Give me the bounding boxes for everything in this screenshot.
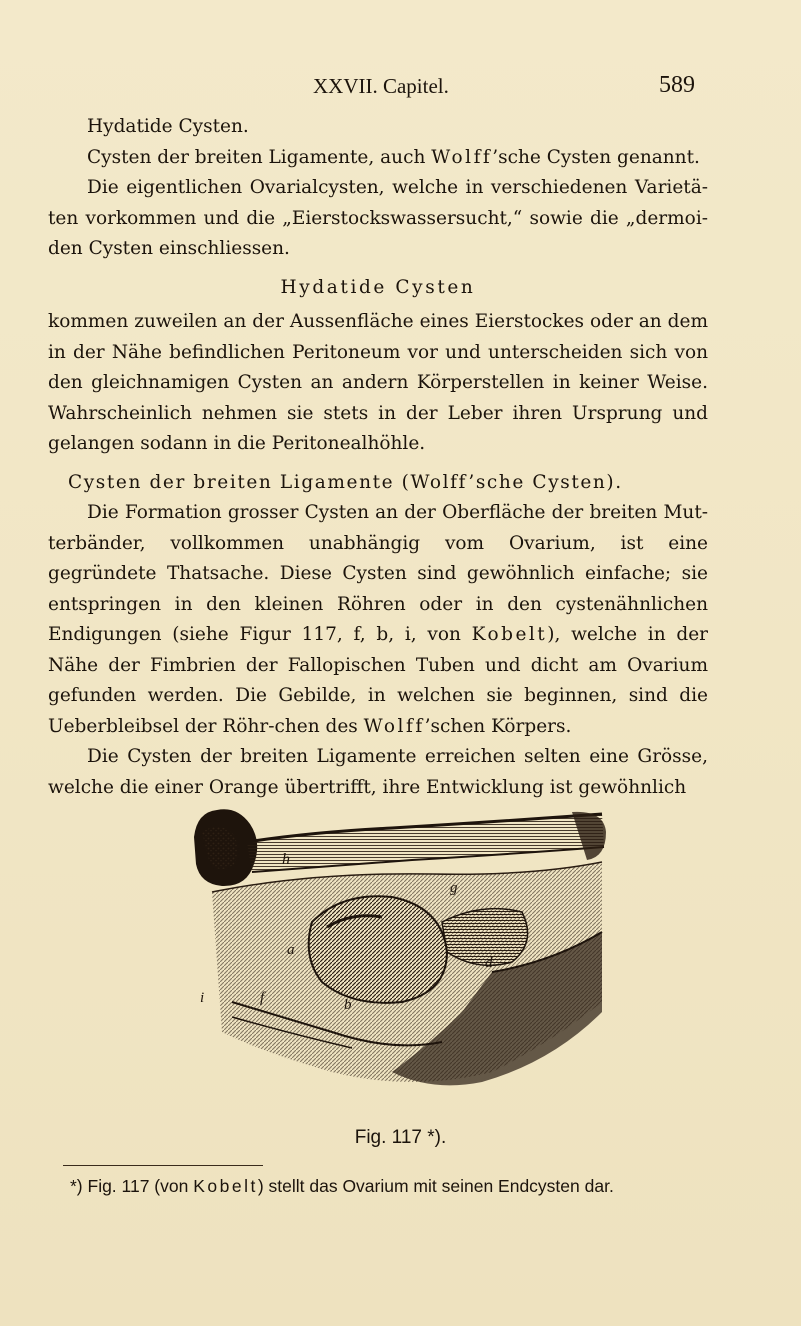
- list-item-ovarial: [48, 173, 708, 265]
- section-paragraph: kommen zuweilen an der Aussenfläche eines Eierstockes oder an dem in der Nähe befindlichen Peritoneum vor und unterscheiden sich von den gleichnamigen Cysten an andern Körperstellen in keiner Weise. Wahrscheinlich nehmen sie stets in der Leber ihren Ursprung und gelangen sodann in die Peritonealhöhle.: [48, 311, 708, 454]
- list-item-hydatide: [48, 112, 708, 143]
- chapter-title: XXVII. Capitel.: [313, 74, 449, 98]
- section-heading: Cysten der breiten Ligamente (Wolff’sche Cysten).: [68, 471, 623, 493]
- figure-label-a: a: [287, 942, 295, 958]
- section-heading: Hydatide Cysten: [280, 276, 476, 298]
- list-item-wolff: [48, 143, 708, 174]
- figure-label-h: h: [282, 851, 290, 868]
- figure-label-d: d: [485, 955, 493, 971]
- footnote-text: *) Fig. 117 (von: [70, 1176, 194, 1196]
- footnote-text: ) stellt das Ovarium mit seinen Endcysten dar.: [257, 1176, 614, 1196]
- list-item-text: ’sche Cysten genannt.: [492, 146, 700, 168]
- list-item-text: Cysten der breiten Ligamente, auch: [87, 146, 432, 168]
- running-header: [0, 74, 801, 104]
- paragraph-text: Die Formation grosser Cysten an der Oberfläche der breiten Mut-terbänder, vollkommen unabhängig vom Ovarium, ist eine gegründete Thatsache. Diese Cysten sind gewöhnlich einfache; sie entspringen in den kleinen Röhren oder in den cystenähnlichen Endigungen (siehe Figur 117, f, b, i, von: [48, 502, 708, 645]
- figure-label-b: b: [344, 997, 352, 1013]
- author-name: Wolff: [431, 146, 493, 168]
- paragraph-text: ’schen Körpers.: [424, 715, 572, 737]
- list-item-text: Hydatide Cysten.: [87, 116, 249, 137]
- figure-label-i: i: [200, 990, 205, 1006]
- figure-caption: Fig. 117 *).: [354, 1127, 447, 1148]
- author-name: Wolff: [363, 715, 425, 737]
- author-name: Kobelt: [193, 1176, 258, 1196]
- page-number: 589: [659, 72, 695, 98]
- list-item-text: Die eigentlichen Ovarialcysten, welche in verschiedenen Varietä-ten vorkommen und die „Eierstockswassersucht,“ sowie die „dermoi-den Cysten einschliessen.: [48, 177, 708, 259]
- body-text: [48, 112, 708, 803]
- footnote: [70, 1176, 730, 1197]
- paragraph-text: ), welche in der Nähe der Fimbrien der Fallopischen Tuben und dicht am Ovarium gefunden werden. Die Gebilde, in welchen sie beginnen, sind die Ueberbleibsel der Röhr-chen des: [48, 624, 708, 737]
- section-paragraph: Die Cysten der breiten Ligamente erreichen selten eine Grösse, welche die einer Orange übertrifft, ihre Entwicklung ist gewöhnlich: [48, 746, 708, 798]
- footnote-divider: [63, 1165, 263, 1166]
- figure-label-f: f: [260, 990, 265, 1006]
- ovary-illustration: [192, 802, 610, 1102]
- figure-117: [192, 802, 610, 1102]
- section-paragraph: [48, 498, 708, 742]
- author-name: Kobelt: [471, 624, 548, 645]
- figure-label-g: g: [450, 880, 458, 896]
